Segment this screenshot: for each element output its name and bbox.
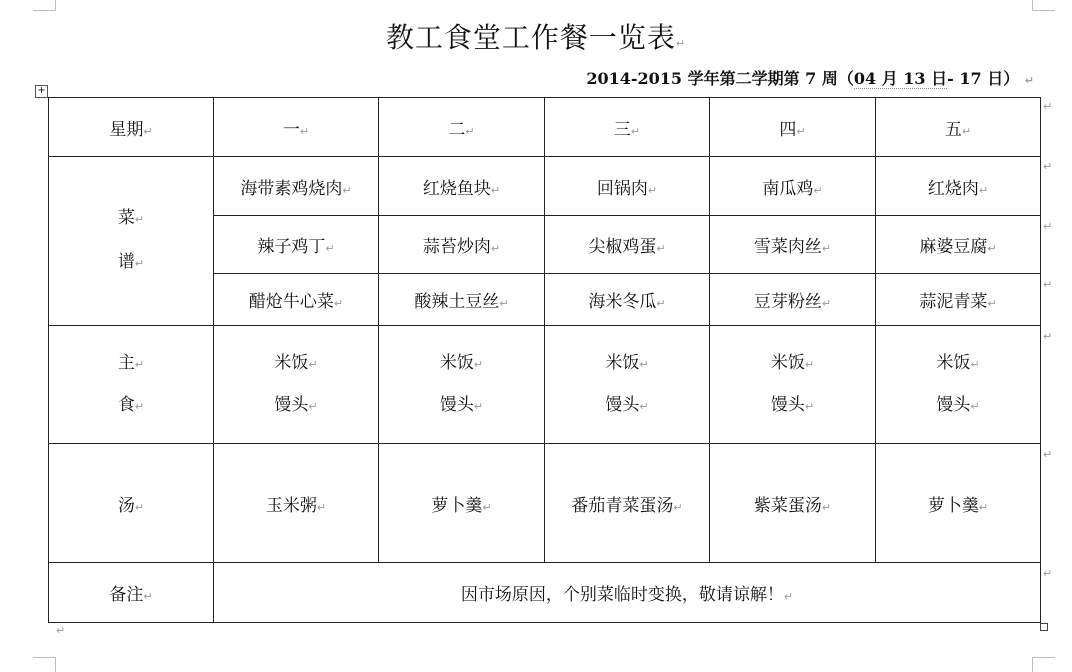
table-resize-handle[interactable]	[1040, 623, 1048, 631]
dish-cell: 豆芽粉丝↵	[710, 274, 876, 326]
header-weekday-label: 星期↵	[49, 98, 214, 157]
header-row	[49, 98, 1041, 157]
header-day-1: 一↵	[214, 98, 379, 157]
dish-cell: 辣子鸡丁↵	[214, 216, 379, 274]
dish-cell: 南瓜鸡↵	[710, 157, 876, 216]
soup-row	[49, 444, 1041, 563]
note-text: 因市场原因，个别菜临时变换，敬请谅解！↵	[214, 563, 1041, 623]
crop-mark-top-left	[33, 0, 56, 11]
staple-row	[49, 326, 1041, 444]
header-day-4: 四↵	[710, 98, 876, 157]
soup-cell: 番茄青菜蛋汤↵	[545, 444, 710, 563]
staple-cell: 米饭↵ 馒头↵	[876, 326, 1041, 444]
staple-cell: 米饭↵ 馒头↵	[545, 326, 710, 444]
dish-cell: 醋炝牛心菜↵	[214, 274, 379, 326]
header-day-3: 三↵	[545, 98, 710, 157]
week-subtitle: 2014-2015 学年第二学期第 7 周（04 月 13 日- 17 日） ↵	[586, 69, 1034, 88]
meal-table	[48, 97, 1041, 623]
staple-cell: 米饭↵ 馒头↵	[214, 326, 379, 444]
dish-cell: 红烧鱼块↵	[379, 157, 545, 216]
dish-cell: 回锅肉↵	[545, 157, 710, 216]
crop-mark-top-right	[1032, 0, 1055, 11]
menu-row-1	[49, 157, 1041, 216]
soup-label: 汤↵	[49, 444, 214, 563]
dish-cell: 蒜苔炒肉↵	[379, 216, 545, 274]
move-table-icon[interactable]: +	[35, 85, 48, 98]
staple-cell: 米饭↵ 馒头↵	[379, 326, 545, 444]
dish-cell: 尖椒鸡蛋↵	[545, 216, 710, 274]
soup-cell: 萝卜羹↵	[379, 444, 545, 563]
header-day-2: 二↵	[379, 98, 545, 157]
page-title: 教工食堂工作餐一览表↵	[385, 21, 687, 54]
end-paragraph-mark: ↵	[56, 624, 66, 637]
note-row	[49, 563, 1041, 623]
soup-cell: 玉米粥↵	[214, 444, 379, 563]
dish-cell: 麻婆豆腐↵	[876, 216, 1041, 274]
header-day-5: 五↵	[876, 98, 1041, 157]
dish-cell: 海米冬瓜↵	[545, 274, 710, 326]
dish-cell: 酸辣土豆丝↵	[379, 274, 545, 326]
soup-cell: 萝卜羹↵	[876, 444, 1041, 563]
dish-cell: 红烧肉↵	[876, 157, 1041, 216]
dish-cell: 雪菜肉丝↵	[710, 216, 876, 274]
staple-label: 主↵ 食↵	[49, 326, 214, 444]
crop-mark-bottom-left	[33, 657, 56, 672]
soup-cell: 紫菜蛋汤↵	[710, 444, 876, 563]
dish-cell: 蒜泥青菜↵	[876, 274, 1041, 326]
dish-cell: 海带素鸡烧肉↵	[214, 157, 379, 216]
menu-label: 菜↵ 谱↵	[49, 157, 214, 326]
note-label: 备注↵	[49, 563, 214, 623]
staple-cell: 米饭↵ 馒头↵	[710, 326, 876, 444]
crop-mark-bottom-right	[1032, 657, 1055, 672]
